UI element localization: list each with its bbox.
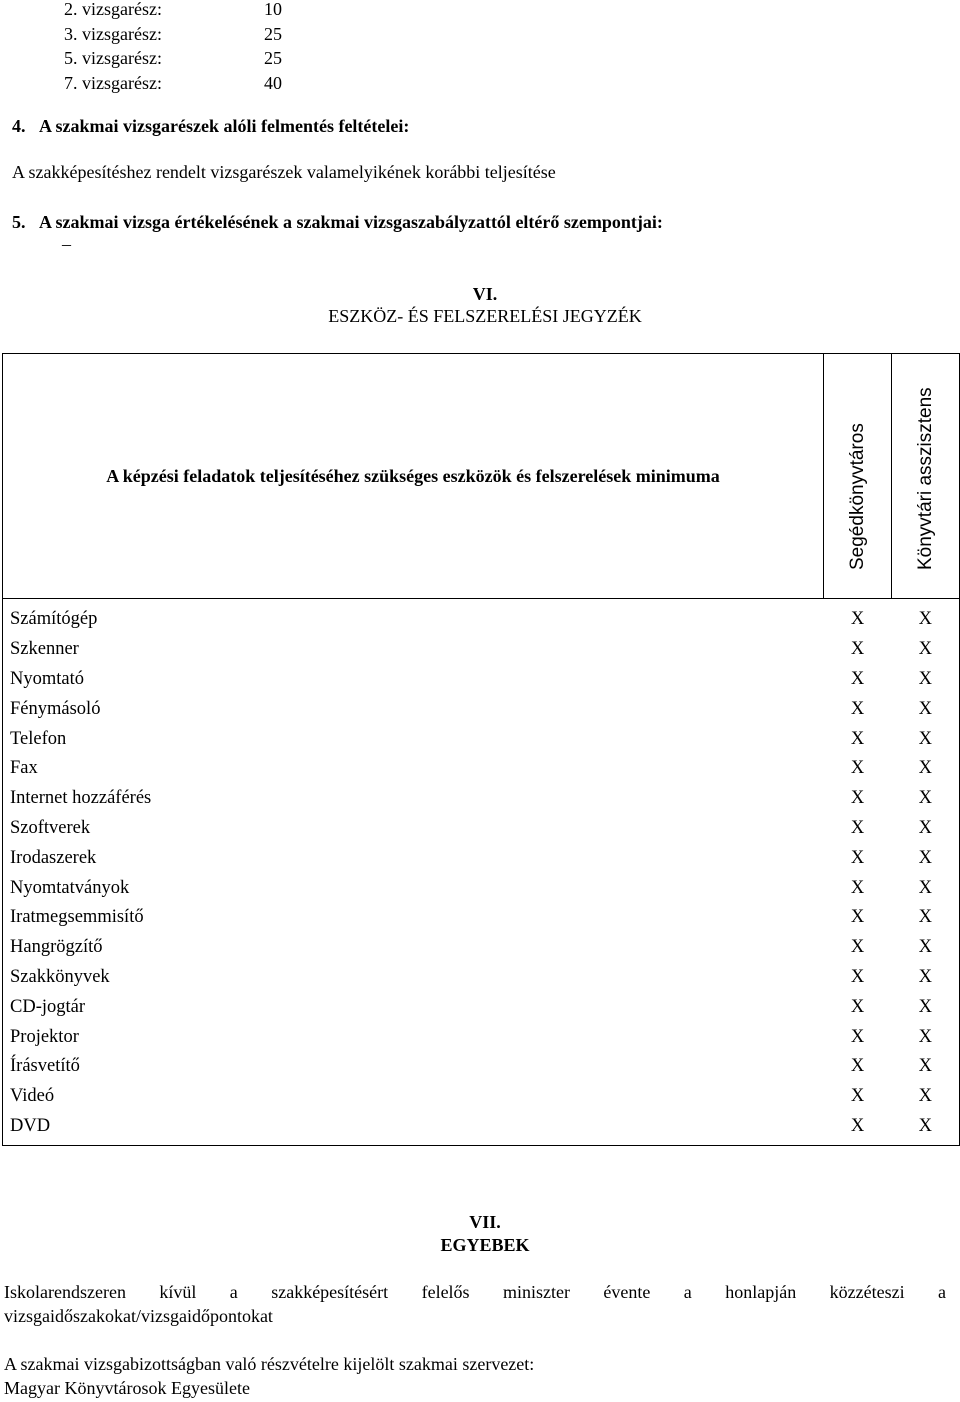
chapter-7-numeral: VII. — [469, 1212, 501, 1232]
mark-konyvtari-asszisztens: X — [892, 873, 960, 903]
mark-konyvtari-asszisztens: X — [892, 665, 960, 695]
score-value: 10 — [264, 0, 282, 19]
chapter-7-title: EGYEBEK — [440, 1235, 530, 1255]
section-4-body: A szakképesítéshez rendelt vizsgarészek valamelyikének korábbi teljesítése — [12, 162, 556, 182]
table-header-row — [3, 354, 960, 599]
mark-segedkonyvtaros: X — [850, 937, 865, 958]
equipment-item: Projektor — [3, 1022, 824, 1052]
table-row — [3, 1082, 960, 1112]
mark-konyvtari-asszisztens: X — [892, 992, 960, 1022]
mark-segedkonyvtaros: X — [850, 609, 865, 630]
equipment-item: Fax — [3, 754, 824, 784]
score-label: 3. vizsgarész: — [64, 23, 162, 44]
exam-part-weights — [64, 0, 324, 95]
mark-konyvtari-asszisztens: X — [892, 694, 960, 724]
equipment-item: Számítógép — [3, 599, 824, 635]
table-row — [3, 1052, 960, 1082]
score-value: 40 — [264, 72, 282, 93]
equipment-item: Nyomtató — [3, 665, 824, 695]
mark-konyvtari-asszisztens: X — [892, 1112, 960, 1146]
mark-segedkonyvtaros: X — [850, 668, 865, 689]
section-number: 5. — [12, 212, 26, 232]
mark-konyvtari-asszisztens: X — [892, 724, 960, 754]
equipment-item: Internet hozzáférés — [3, 784, 824, 814]
score-row — [64, 22, 324, 47]
mark-segedkonyvtaros: X — [850, 728, 865, 749]
table-row — [3, 784, 960, 814]
mark-segedkonyvtaros: X — [850, 847, 865, 868]
score-value: 25 — [264, 48, 282, 68]
chapter-6-title: ESZKÖZ- ÉS FELSZERELÉSI JEGYZÉK — [328, 306, 642, 326]
mark-segedkonyvtaros: X — [850, 817, 865, 838]
chapter-6-numeral: VI. — [472, 284, 498, 304]
mark-konyvtari-asszisztens: X — [892, 963, 960, 993]
section-5-heading — [12, 212, 663, 233]
section-5-body: – — [62, 234, 71, 254]
equipment-item: Szoftverek — [3, 814, 824, 844]
mark-konyvtari-asszisztens: X — [892, 599, 960, 635]
table-row — [3, 1022, 960, 1052]
table-row — [3, 635, 960, 665]
table-row — [3, 963, 960, 993]
mark-konyvtari-asszisztens: X — [892, 903, 960, 933]
score-row — [64, 46, 324, 71]
mark-konyvtari-asszisztens: X — [892, 754, 960, 784]
table-row — [3, 599, 960, 635]
mark-segedkonyvtaros: X — [850, 639, 865, 660]
section-title: A szakmai vizsga értékelésének a szakmai vizsgaszabályzattól eltérő szempontjai: — [39, 212, 663, 232]
mark-konyvtari-asszisztens: X — [892, 1022, 960, 1052]
equipment-item: DVD — [3, 1112, 824, 1146]
mark-segedkonyvtaros: X — [850, 1086, 865, 1107]
score-row — [64, 71, 324, 96]
table-row — [3, 933, 960, 963]
equipment-item: Videó — [3, 1082, 824, 1112]
section-number: 4. — [12, 116, 26, 136]
organization-name: Magyar Könyvtárosok Egyesülete — [4, 1378, 250, 1398]
mark-segedkonyvtaros: X — [850, 758, 865, 779]
column-header-konyvtari-asszisztens — [892, 354, 960, 599]
mark-konyvtari-asszisztens: X — [892, 784, 960, 814]
mark-konyvtari-asszisztens: X — [892, 635, 960, 665]
equipment-item: Szkenner — [3, 635, 824, 665]
score-label: 7. vizsgarész: — [64, 72, 162, 93]
mark-konyvtari-asszisztens: X — [892, 814, 960, 844]
table-row — [3, 814, 960, 844]
equipment-item: Hangrögzítő — [3, 933, 824, 963]
mark-segedkonyvtaros: X — [850, 1026, 865, 1047]
paragraph-line: Iskolarendszeren kívül a szakképesítésért felelős miniszter évente a honlapján közzéteszi a — [4, 1282, 946, 1302]
table-row — [3, 1112, 960, 1146]
equipment-item: Iratmegsemmisítő — [3, 903, 824, 933]
table-row — [3, 665, 960, 695]
paragraph-line: vizsgaidőszakokat/vizsgaidőpontokat — [4, 1306, 273, 1326]
score-value: 25 — [264, 23, 282, 44]
mark-segedkonyvtaros: X — [850, 1056, 865, 1077]
mark-segedkonyvtaros: X — [850, 788, 865, 809]
score-row — [64, 0, 324, 22]
paragraph-line: A szakmai vizsgabizottságban való részvételre kijelölt szakmai szervezet: — [4, 1354, 535, 1374]
mark-konyvtari-asszisztens: X — [892, 1082, 960, 1112]
equipment-item: Szakkönyvek — [3, 963, 824, 993]
equipment-table — [2, 353, 960, 1146]
mark-segedkonyvtaros: X — [850, 966, 865, 987]
score-label: 2. vizsgarész: — [64, 0, 162, 19]
table-row — [3, 873, 960, 903]
column-header-segedkonyvtaros — [824, 354, 892, 599]
table-row — [3, 843, 960, 873]
table-row — [3, 724, 960, 754]
equipment-item: Fénymásoló — [3, 694, 824, 724]
table-row — [3, 992, 960, 1022]
column-header-label: Könyvtári asszisztens — [914, 387, 936, 570]
mark-segedkonyvtaros: X — [850, 698, 865, 719]
equipment-item: Irodaszerek — [3, 843, 824, 873]
equipment-table-body — [3, 599, 960, 1146]
mark-konyvtari-asszisztens: X — [892, 1052, 960, 1082]
score-label: 5. vizsgarész: — [64, 48, 162, 68]
table-row — [3, 903, 960, 933]
table-header-description: A képzési feladatok teljesítéséhez szükséges eszközök és felszerelések minimuma — [3, 354, 824, 599]
equipment-item: Telefon — [3, 724, 824, 754]
mark-segedkonyvtaros: X — [850, 907, 865, 928]
mark-segedkonyvtaros: X — [824, 1112, 892, 1146]
equipment-item: Nyomtatványok — [3, 873, 824, 903]
table-row — [3, 694, 960, 724]
equipment-item: Írásvetítő — [3, 1052, 824, 1082]
mark-konyvtari-asszisztens: X — [892, 843, 960, 873]
equipment-item: CD-jogtár — [3, 992, 824, 1022]
section-title: A szakmai vizsgarészek alóli felmentés feltételei: — [39, 116, 410, 136]
mark-segedkonyvtaros: X — [850, 877, 865, 898]
column-header-label: Segédkönyvtáros — [846, 423, 868, 570]
mark-konyvtari-asszisztens: X — [892, 933, 960, 963]
table-row — [3, 754, 960, 784]
section-4-heading — [12, 116, 409, 137]
mark-segedkonyvtaros: X — [850, 996, 865, 1017]
